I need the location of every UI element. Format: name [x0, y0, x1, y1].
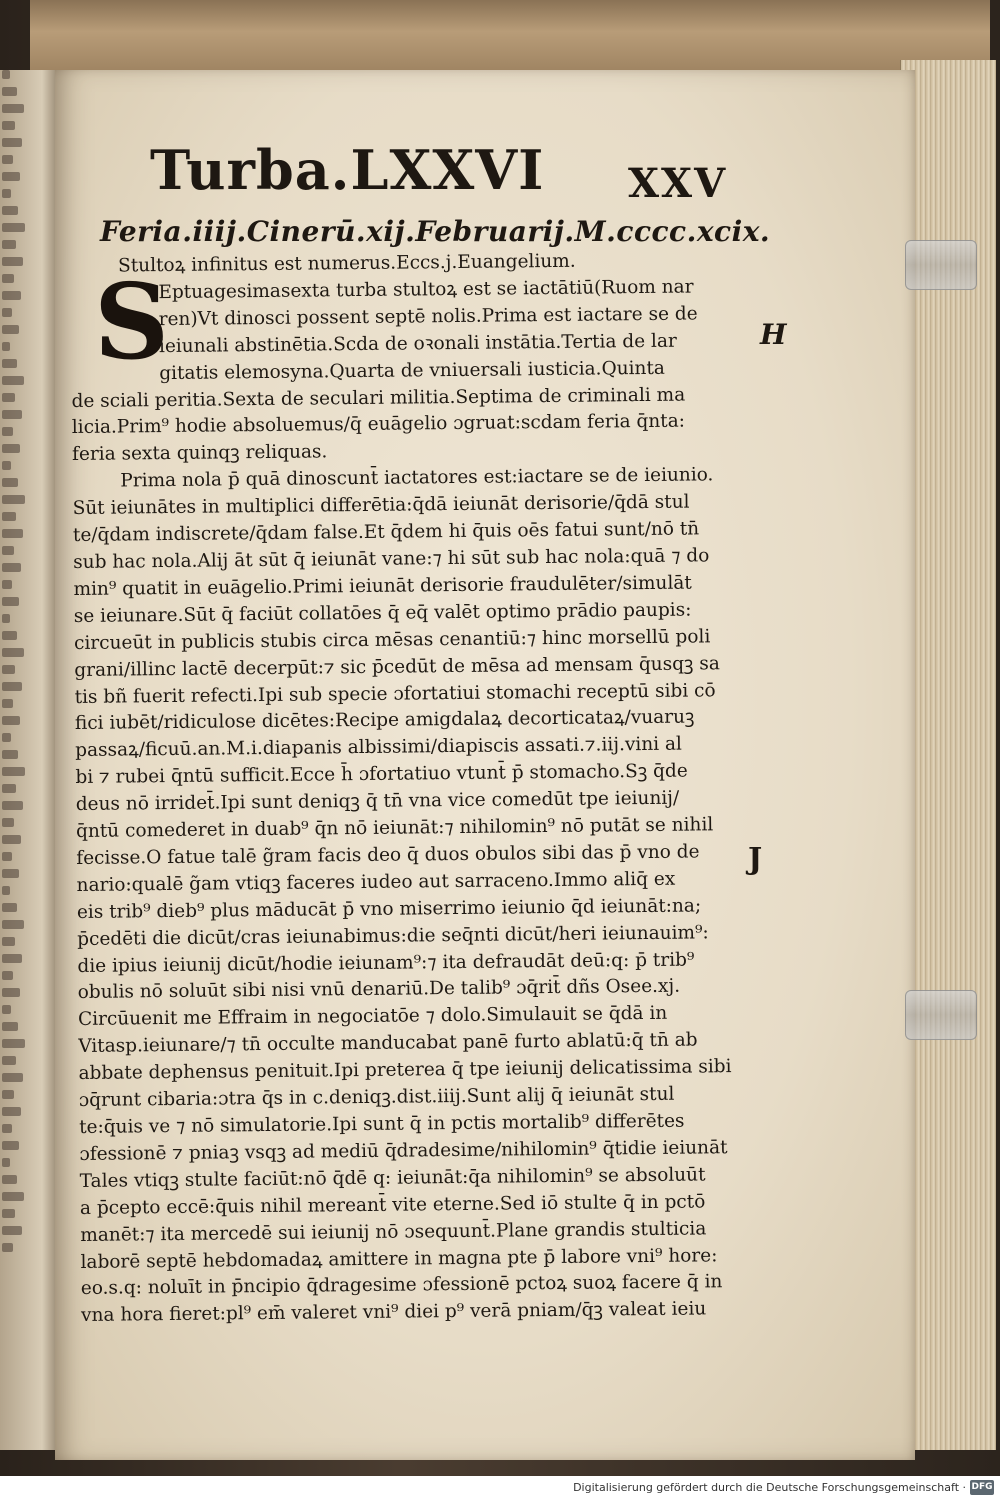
text-line: licia.Prim⁹ hodie absoluemus/q̄ euāgelio ɔgruat:scdam feria q̄nta: — [71, 411, 686, 439]
date-heading: Feria.iiij.Cinerū.xij.Februarij.M.cccc.xcix. — [100, 215, 771, 248]
margin-note-h: H — [760, 318, 787, 351]
text-line: nario:qualē g̃am vtiqꝫ faceres iudeo aut sarraceno.Immo aliq̄ ex — [76, 868, 676, 896]
text-line: feria sexta quinqꝫ reliquas. — [71, 441, 328, 466]
text-line: te:q̄uis ve ⁊ nō simulatorie.Ipi sunt q̄ in pctis mortalib⁹ differētes — [79, 1110, 685, 1138]
text-line: manēt:⁊ ita mercedē sui ieiunij nō ɔsequunt̄.Plane grandis stulticia — [80, 1218, 707, 1246]
text-line: Tales vtiqꝫ stulte faciūt:nō q̄dē q: ieiunāt:q̄a nihilomin⁹ se absoluūt — [79, 1164, 706, 1192]
text-line: eo.s.q: noluīt in p̄ncipio q̄dragesime ɔfessionē pctoꝝ suoꝝ facere q̄ in — [80, 1271, 723, 1300]
text-line: bi ⁊ rubei q̄ntū sufficit.Ecce h̄ ɔfortatiuo vtunt̄ p̄ stomacho.Sꝫ q̄de — [75, 760, 688, 789]
text-line: gitatis elemosyna.Quarta de vniuersali iusticia.Quinta — [159, 357, 665, 384]
text-line: tis bñ fuerit refecti.Ipi sub specie ɔfortatiui stomachi receptū sibi cō — [74, 679, 716, 708]
text-line: vna hora fieret:pl⁹ em̄ valeret vni⁹ diei p⁹ verā pniam/q̄ꝫ valeat ieiu — [81, 1298, 707, 1327]
text-line: de sciali peritia.Sexta de seculari militia.Septima de criminali ma — [71, 384, 686, 412]
text-line: ɔfessionē ⁊ pniaꝫ vsqꝫ ad mediū q̄dradesime/nihilomin⁹ q̄tidie ieiunāt — [79, 1137, 728, 1165]
text-line: te/q̄dam indiscrete/q̄dam false.Et q̄dem hi q̄uis oēs fatui sunt/nō tn̄ — [72, 518, 700, 547]
text-line: laborē septē hebdomadaꝝ amittere in magna pte p̄ labore vni⁹ hore: — [80, 1244, 718, 1273]
text-line: ɔq̄runt cibaria:ɔtra q̄s in c.deniqꝫ.dist.iiij.Sunt alij q̄ ieiunāt stul — [78, 1083, 675, 1112]
body-text — [70, 247, 741, 1330]
text-line: abbate dephensus penituit.Ipi preterea q̄ tpe ieiunij delicatissima sibi — [78, 1056, 732, 1085]
text-line: eis trib⁹ dieb⁹ plus māducāt p̄ vno miserrimo ieiunio q̄d ieiunāt:na; — [76, 895, 702, 923]
text-line: passaꝝ/ficuū.an.M.i.diapanis albissimi/diapiscis assati.⁊.iij.vini al — [75, 733, 683, 762]
margin-note-j: J — [748, 842, 763, 877]
text-line: fici iubēt/ridiculose dicētes:Recipe amigdalaꝝ decorticataꝝ/vuaruꝫ — [74, 706, 695, 735]
text-line: fecisse.O fatue talē g̃ram facis deo q̄ duos obulos sibi das p̄ vno de — [76, 841, 700, 869]
text-line: deus nō irridet̄.Ipi sunt deniqꝫ q̄ tn̄ vna vice comedūt tpe ieiunij/ — [75, 787, 680, 816]
text-line: a p̄cepto eccē:q̄uis nihil mereant̄ vite eterne.Sed iō stulte q̄ in pctō — [79, 1191, 706, 1219]
funding-credit: Digitalisierung gefördert durch die Deutsche Forschungsgemeinschaft · — [573, 1481, 966, 1494]
text-line: die ipius ieiunij dicūt/hodie ieiunam⁹:⁊ ita defraudāt deū:q: p̄ trib⁹ — [77, 949, 695, 977]
text-line: Sūt ieiunātes in multiplici differētia:q̄dā ieiunāt derisorie/q̄dā stul — [72, 491, 690, 520]
text-line: Stultoꝝ infinitus est numerus.Eccs.j.Euangelium. — [118, 250, 576, 277]
text-line: q̄ntū comederet in duab⁹ q̄n nō ieiunāt:⁊ nihilomin⁹ nō putāt se nihil — [75, 814, 714, 842]
dfg-logo: DFG — [970, 1480, 994, 1495]
text-line: obulis nō soluūt sibi nisi vnū denariū.De talib⁹ ɔq̄rit̄ dñs Osee.xj. — [77, 976, 681, 1004]
page-title: Turba.LXXVI — [150, 138, 545, 202]
text-line: p̄cedēti die dicūt/cras ieiunabimus:die seq̄nti dicūt/heri ieiunauim⁹: — [77, 922, 709, 950]
text-line: grani/illinc lactē decerpūt:⁊ sic p̄cedūt de mēsa ad mensam q̄usqꝫ sa — [74, 652, 720, 681]
text-line: Eptuagesimasexta turba stultoꝝ est se iactātiū(Ruom nar — [158, 276, 694, 303]
text-line: min⁹ quatit in euāgelio.Primi ieiunāt derisorie fraudulēter/simulāt — [73, 572, 692, 600]
decorated-initial: S — [94, 260, 170, 383]
text-line: Circūuenit me Effraim in negociatōe ⁊ dolo.Simulauit se q̄dā in — [77, 1003, 668, 1031]
text-line: Vitasp.ieiunare/⁊ tn̄ occulte manducabat panē furto ablatū:q̄ tn̄ ab — [78, 1029, 698, 1058]
text-line: se ieiunare.Sūt q̄ faciūt collatōes q̄ eq̄ valēt optimo prādio paupis: — [73, 599, 692, 627]
text-line: ren)Vt dinosci possent septē nolis.Prima est iactare se de — [158, 303, 698, 330]
text-line: ieiunali abstinētia.Scda de oꝛonali instātia.Tertia de lar — [158, 330, 677, 357]
text-line: sub hac nola.Alij āt sūt q̄ ieiunāt vane:⁊ hi sūt sub hac nola:quā ⁊ do — [73, 545, 710, 573]
text-line: circueūt in publicis stubis circa mēsas cenantiū:⁊ hinc morsellū poli — [73, 626, 711, 654]
folio-number: XXV — [628, 160, 728, 207]
text-line: Prima nola p̄ quā dinoscunt̄ iactatores est:iactare se de ieiunio. — [120, 464, 714, 492]
